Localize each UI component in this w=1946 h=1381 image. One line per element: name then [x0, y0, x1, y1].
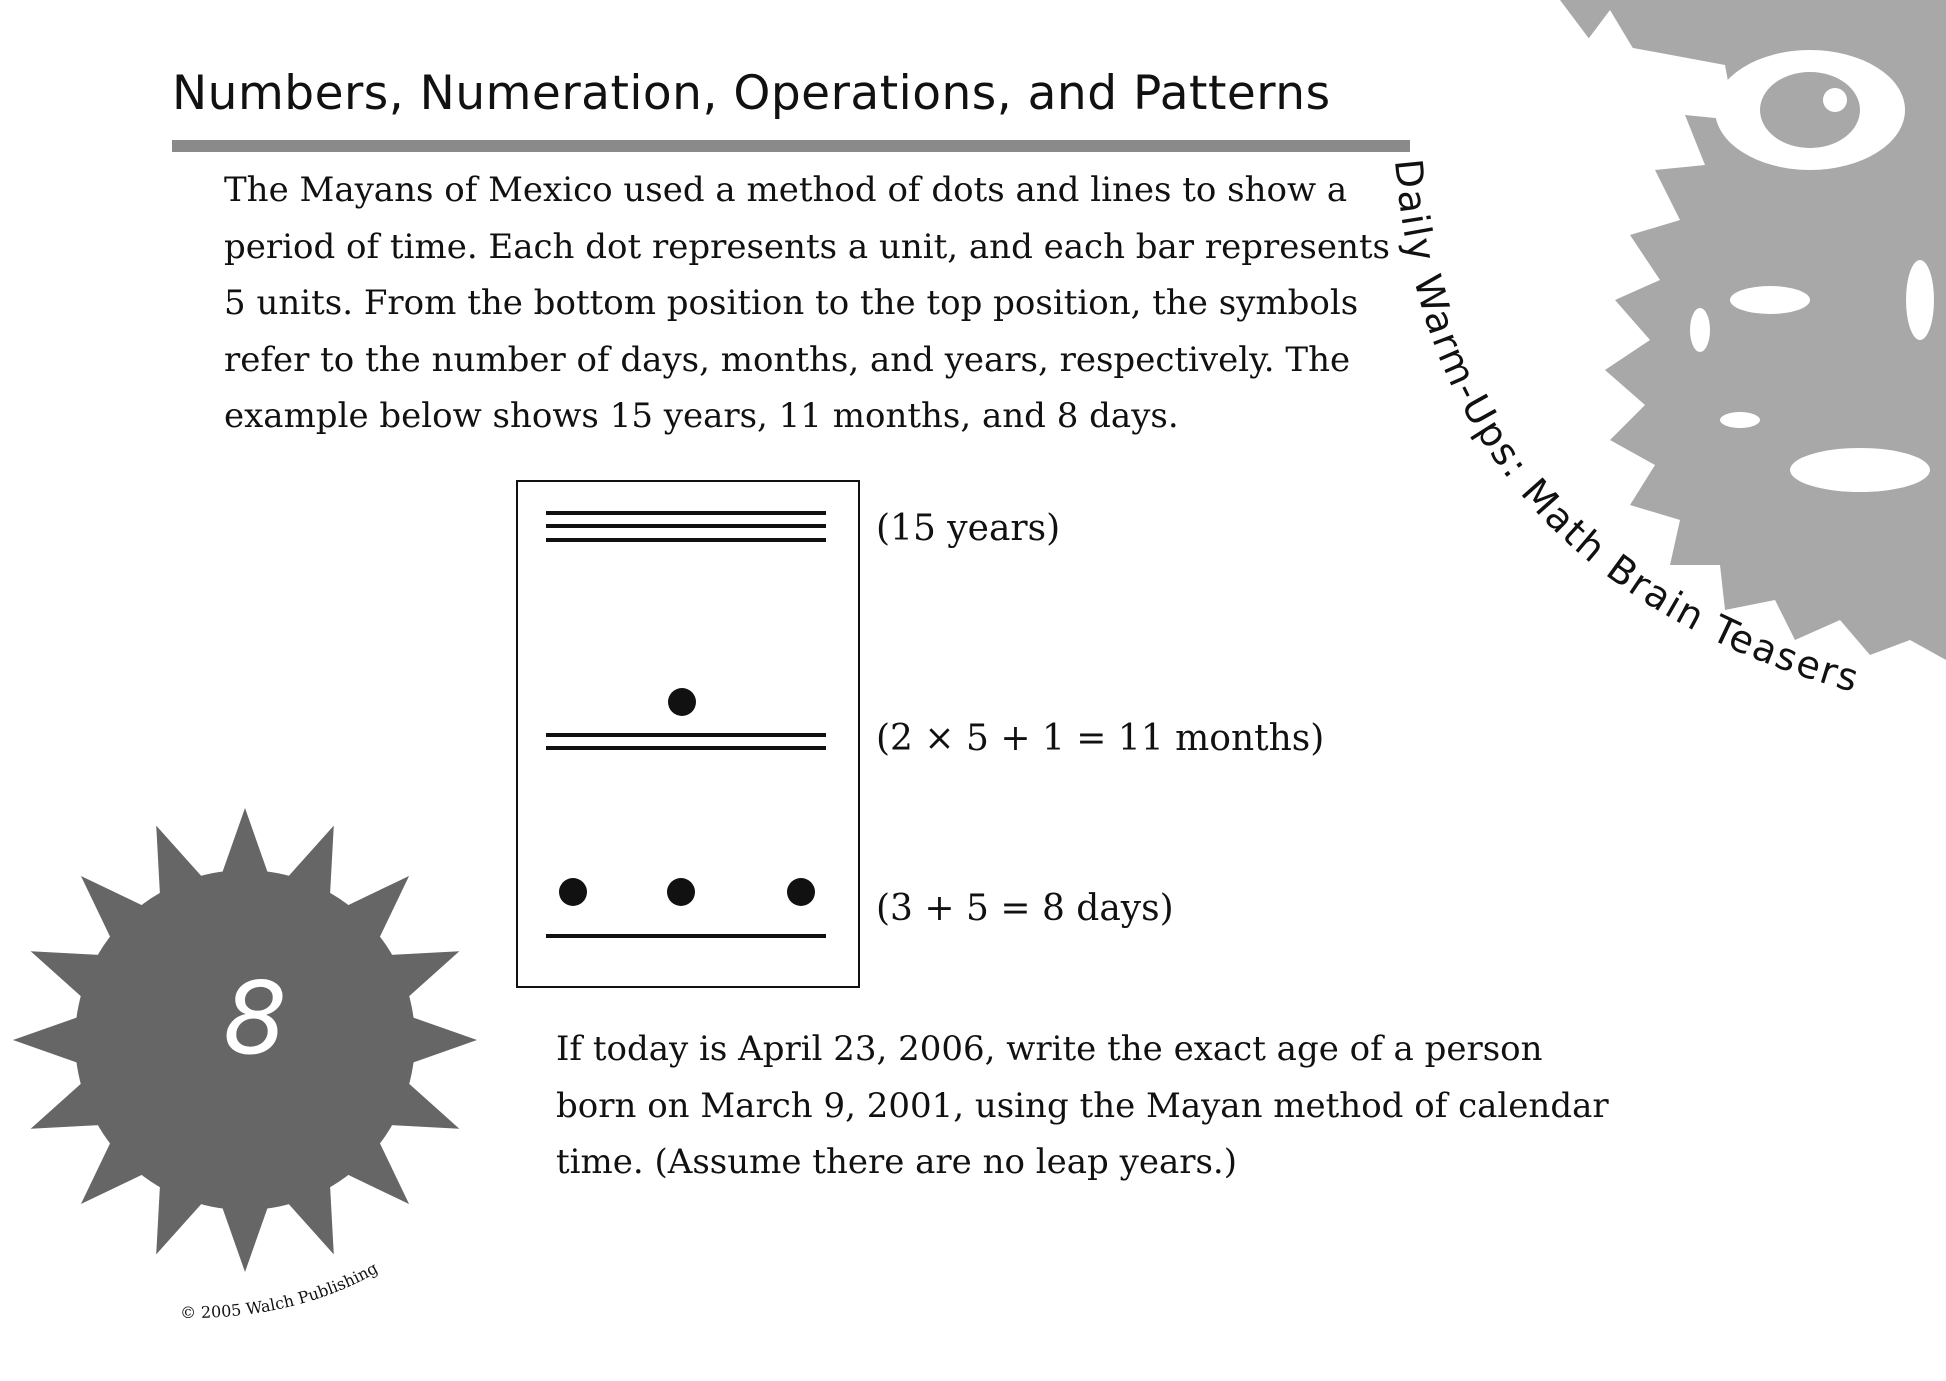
title-rule: [172, 140, 1410, 152]
question-line: time. (Assume there are no leap years.): [556, 1142, 1237, 1182]
mayan-bar: [546, 746, 826, 750]
series-title: Daily Warm-Ups: Math Brain Teasers: [1385, 156, 1865, 702]
question-line: If today is April 23, 2006, write the exact age of a person: [556, 1029, 1543, 1069]
mayan-dot: [667, 878, 695, 906]
question-line: born on March 9, 2001, using the Mayan method of calendar: [556, 1085, 1609, 1126]
mayan-bar: [546, 524, 826, 528]
intro-line: period of time. Each dot represents a unit, and each bar represents: [224, 226, 1390, 267]
intro-line: example below shows 15 years, 11 months, and 8 days.: [224, 396, 1179, 436]
copyright-notice: [170, 1240, 430, 1330]
mayan-bar: [546, 934, 826, 938]
svg-text:© 2005 Walch Publishing: [180, 1258, 381, 1322]
mayan-bar: [546, 733, 826, 737]
intro-line: 5 units. From the bottom position to the top position, the symbols: [224, 283, 1359, 323]
series-title-arc: [1320, 150, 1940, 750]
question-paragraph: [556, 1021, 1616, 1191]
mayan-bar: [546, 538, 826, 542]
intro-paragraph: [224, 162, 1390, 445]
svg-text:Daily Warm-Ups: Math Brain Tea: [1386, 157, 1865, 701]
problem-number: 8: [223, 960, 287, 1077]
years-label: (15 years): [876, 508, 1061, 549]
mayan-dot: [559, 878, 587, 906]
days-label: (3 + 5 = 8 days): [876, 888, 1174, 929]
copyright-text: © 2005 Walch Publishing: [180, 1258, 381, 1323]
mayan-bar: [546, 511, 826, 515]
mayan-dot: [668, 688, 696, 716]
intro-line: The Mayans of Mexico used a method of dots and lines to show a: [224, 170, 1348, 210]
months-label: (2 × 5 + 1 = 11 months): [876, 718, 1325, 759]
intro-line: refer to the number of days, months, and years, respectively. The: [224, 339, 1351, 380]
mayan-dot: [787, 878, 815, 906]
section-title: Numbers, Numeration, Operations, and Patterns: [172, 66, 1331, 121]
